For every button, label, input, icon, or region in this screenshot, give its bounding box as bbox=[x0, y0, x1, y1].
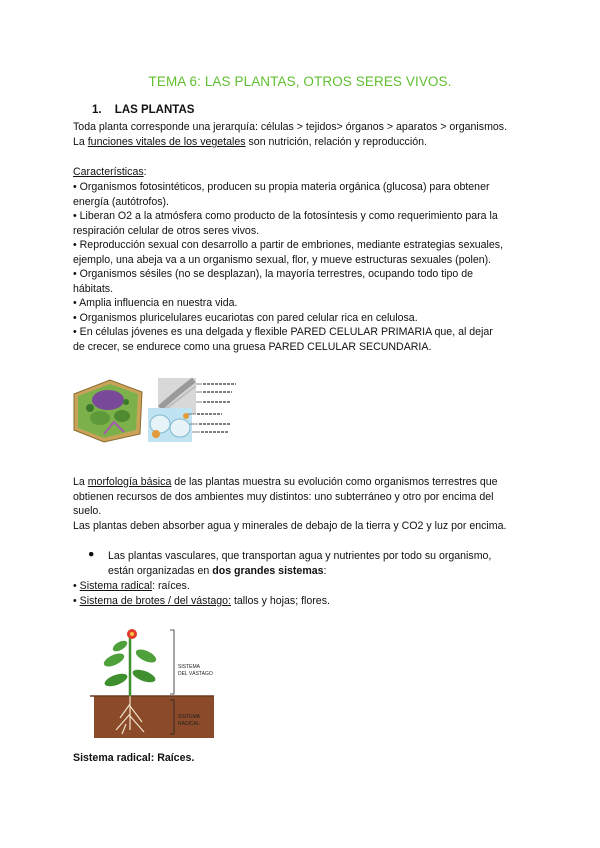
list-item: • Organismos fotosintéticos, producen su propia materia orgánica (glucosa) para obtener bbox=[73, 181, 490, 193]
list-item: • Amplia influencia en nuestra vida. bbox=[73, 297, 238, 309]
sistema-radical-label: Sistema radical bbox=[79, 580, 153, 592]
intro-line-1: Toda planta corresponde una jerarquía: células > tejidos> órganos > aparatos > organismos. bbox=[73, 121, 508, 133]
vasculares-line-1: Las plantas vasculares, que transportan agua y nutrientes por todo su organismo, bbox=[108, 550, 492, 562]
vasculares-line-2 bbox=[108, 564, 538, 579]
intro-line-2 bbox=[73, 135, 533, 150]
subheading: Sistema radical: Raíces. bbox=[73, 752, 195, 764]
page-title: TEMA 6: LAS PLANTAS, OTROS SERES VIVOS. bbox=[148, 74, 452, 89]
vasculares-text: están organizadas en bbox=[108, 565, 213, 577]
morfologia-text: La bbox=[73, 476, 88, 488]
plant-cell-3d-icon bbox=[74, 380, 142, 442]
list-item: • Organismos sésiles (no se desplazan), la mayoría terrestres, ocupando todo tipo de bbox=[73, 268, 474, 280]
label-radical-1: SISTEMA bbox=[178, 714, 200, 720]
intro-text-end: son nutrición, relación y reproducción. bbox=[245, 136, 427, 148]
morfologia-link: morfología básica bbox=[87, 476, 172, 488]
caracteristicas-label: Características bbox=[73, 166, 144, 178]
funciones-link: funciones vitales de los vegetales bbox=[87, 136, 246, 148]
vasculares-colon: : bbox=[323, 565, 327, 577]
label-radical-2: RADICAL bbox=[178, 721, 200, 727]
list-item: hábitats. bbox=[73, 283, 114, 295]
morfologia-line-2: obtienen recursos de dos ambientes muy distintos: uno subterráneo y otro por encima del bbox=[73, 491, 494, 503]
bullet-icon: • bbox=[73, 580, 77, 592]
sistema-radical-line bbox=[73, 579, 533, 594]
morfologia-text-end: de las plantas muestra su evolución como organismos terrestres que bbox=[171, 476, 498, 488]
morfologia-line-4: Las plantas deben absorber agua y minerales de debajo de la tierra y CO2 y luz por encima. bbox=[73, 520, 507, 532]
list-item: ejemplo, una abeja va a un organismo sexual, flor, y mueve estructuras sexuales (polen). bbox=[73, 254, 492, 266]
label-vastago-2: DEL VÁSTAGO bbox=[178, 671, 213, 677]
section-number: 1. bbox=[92, 104, 102, 116]
plant-shoot-icon bbox=[102, 629, 158, 696]
bullet-icon: • bbox=[73, 595, 77, 607]
section-title: LAS PLANTAS bbox=[114, 104, 195, 116]
list-item: • Liberan O2 a la atmósfera como producto de la fotosíntesis y como requerimiento para la bbox=[73, 210, 498, 222]
list-item: • Organismos pluricelulares eucariotas con pared celular rica en celulosa. bbox=[73, 312, 418, 324]
list-item: respiración celular de otros seres vivos. bbox=[73, 225, 260, 237]
list-item: • En células jóvenes es una delgada y flexible PARED CELULAR PRIMARIA que, al dejar bbox=[73, 326, 493, 338]
list-item: • Reproducción sexual con desarrollo a partir de embriones, mediante estrategias sexuales, bbox=[73, 239, 504, 251]
morfologia-line-1 bbox=[73, 475, 533, 490]
bullet-icon: ● bbox=[88, 548, 95, 560]
sistema-brotes-line bbox=[73, 594, 533, 609]
caracteristicas-colon: : bbox=[143, 166, 147, 178]
list-item: de crecer, se endurece como una gruesa PARED CELULAR SECUNDARIA. bbox=[73, 341, 432, 353]
plant-systems-figure bbox=[86, 620, 216, 738]
sistema-brotes-text: tallos y hojas; flores. bbox=[231, 595, 330, 607]
section-heading bbox=[92, 104, 194, 116]
list-item: energía (autótrofos). bbox=[73, 196, 169, 208]
label-vastago-1: SISTEMA bbox=[178, 664, 200, 670]
intro-text: La bbox=[73, 136, 88, 148]
sistema-brotes-label: Sistema de brotes / del vástago: bbox=[79, 595, 232, 607]
plant-cell-figure bbox=[70, 372, 250, 444]
cell-wall-micrograph-icon bbox=[148, 378, 196, 442]
dos-grandes-sistemas: dos grandes sistemas bbox=[212, 565, 324, 577]
caracteristicas-heading bbox=[73, 165, 533, 180]
sistema-radical-text: : raíces. bbox=[152, 580, 190, 592]
morfologia-line-3: suelo. bbox=[73, 505, 102, 517]
